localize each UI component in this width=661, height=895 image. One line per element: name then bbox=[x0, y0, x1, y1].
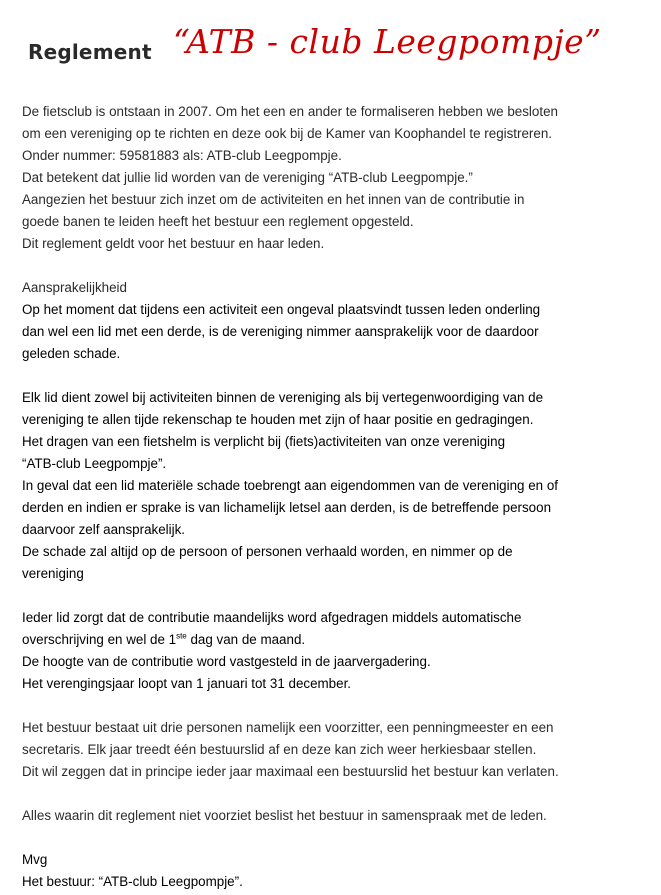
intro-paragraph bbox=[22, 101, 642, 255]
intro-line: De fietsclub is ontstaan in 2007. Om het een en ander te formaliseren hebben we besloten bbox=[22, 104, 558, 119]
conduct-line: daarvoor zelf aansprakelijk. bbox=[22, 522, 186, 537]
intro-line: Dat betekent dat jullie lid worden van de vereniging “ATB-club Leegpompje.” bbox=[22, 170, 473, 185]
liability-line: dan wel een lid met een derde, is de vereniging nimmer aansprakelijk voor de daardoor bbox=[22, 324, 539, 339]
conduct-line: De schade zal altijd op de persoon of personen verhaald worden, en nimmer op de bbox=[22, 544, 513, 559]
board-paragraph bbox=[22, 717, 642, 783]
contribution-line: Ieder lid zorgt dat de contributie maandelijks word afgedragen middels automatische bbox=[22, 610, 522, 625]
contribution-line: Het verengingsjaar loopt van 1 januari tot 31 december. bbox=[22, 676, 352, 691]
liability-line: geleden schade. bbox=[22, 346, 121, 361]
section-heading-liability: Aansprakelijkheid bbox=[22, 280, 127, 295]
conduct-line: “ATB-club Leegpompje”. bbox=[22, 456, 167, 471]
paragraph-spacer bbox=[22, 783, 642, 805]
closing-line: Alles waarin dit reglement niet voorziet beslist het bestuur in samenspraak met de leden. bbox=[22, 808, 547, 823]
conduct-line: Het dragen van een fietshelm is verplicht bij (fiets)activiteiten van onze vereniging bbox=[22, 434, 506, 449]
signoff-block bbox=[22, 849, 642, 893]
contribution-line bbox=[22, 629, 642, 651]
conduct-line: derden en indien er sprake is van lichamelijk letsel aan derden, is de betreffende persoon bbox=[22, 500, 552, 515]
liability-paragraph bbox=[22, 299, 642, 365]
contribution-line: De hoogte van de contributie word vastgesteld in de jaarvergadering. bbox=[22, 654, 431, 669]
conduct-line: vereniging te allen tijde rekenschap te houden met zijn of haar positie en gedragingen. bbox=[22, 412, 534, 427]
signoff-signature: Het bestuur: “ATB-club Leegpompje”. bbox=[22, 874, 243, 889]
conduct-line: Elk lid dient zowel bij activiteiten binnen de vereniging als bij vertegenwoordiging van de bbox=[22, 390, 544, 405]
signoff-greeting: Mvg bbox=[22, 852, 48, 867]
conduct-line: In geval dat een lid materiële schade toebrengt aan eigendommen van de vereniging en of bbox=[22, 478, 558, 493]
paragraph-spacer bbox=[22, 255, 642, 277]
conduct-line: vereniging bbox=[22, 566, 84, 581]
intro-line: Onder nummer: 59581883 als: ATB-club Leegpompje. bbox=[22, 148, 342, 163]
contribution-text: overschrijving en wel de 1 bbox=[22, 632, 177, 647]
intro-line: Dit reglement geldt voor het bestuur en haar leden. bbox=[22, 236, 325, 251]
intro-line: Aangezien het bestuur zich inzet om de activiteiten en het innen van de contributie in bbox=[22, 192, 525, 207]
contribution-paragraph bbox=[22, 607, 642, 695]
conduct-paragraph bbox=[22, 387, 642, 585]
intro-line: om een vereniging op te richten en deze ook bij de Kamer van Koophandel te registreren. bbox=[22, 126, 553, 141]
paragraph-spacer bbox=[22, 585, 642, 607]
document-header bbox=[28, 22, 648, 72]
paragraph-spacer bbox=[22, 827, 642, 849]
board-line: Dit wil zeggen dat in principe ieder jaar maximaal een bestuurslid het bestuur kan verlaten. bbox=[22, 764, 559, 779]
paragraph-spacer bbox=[22, 695, 642, 717]
club-name-logo: “ATB - club Leegpompje” bbox=[173, 22, 602, 61]
contribution-text: dag van de maand. bbox=[186, 632, 306, 647]
closing-paragraph bbox=[22, 805, 642, 827]
document-body bbox=[22, 101, 642, 893]
intro-line: goede banen te leiden heeft het bestuur een reglement opgesteld. bbox=[22, 214, 414, 229]
ordinal-suffix: ste bbox=[176, 631, 187, 641]
page-title: Reglement bbox=[28, 40, 152, 64]
paragraph-spacer bbox=[22, 365, 642, 387]
board-line: secretaris. Elk jaar treedt één bestuurslid af en deze kan zich weer herkiesbaar stellen. bbox=[22, 742, 537, 757]
board-line: Het bestuur bestaat uit drie personen namelijk een voorzitter, een penningmeester en een bbox=[22, 720, 554, 735]
liability-line: Op het moment dat tijdens een activiteit een ongeval plaatsvindt tussen leden onderling bbox=[22, 302, 541, 317]
